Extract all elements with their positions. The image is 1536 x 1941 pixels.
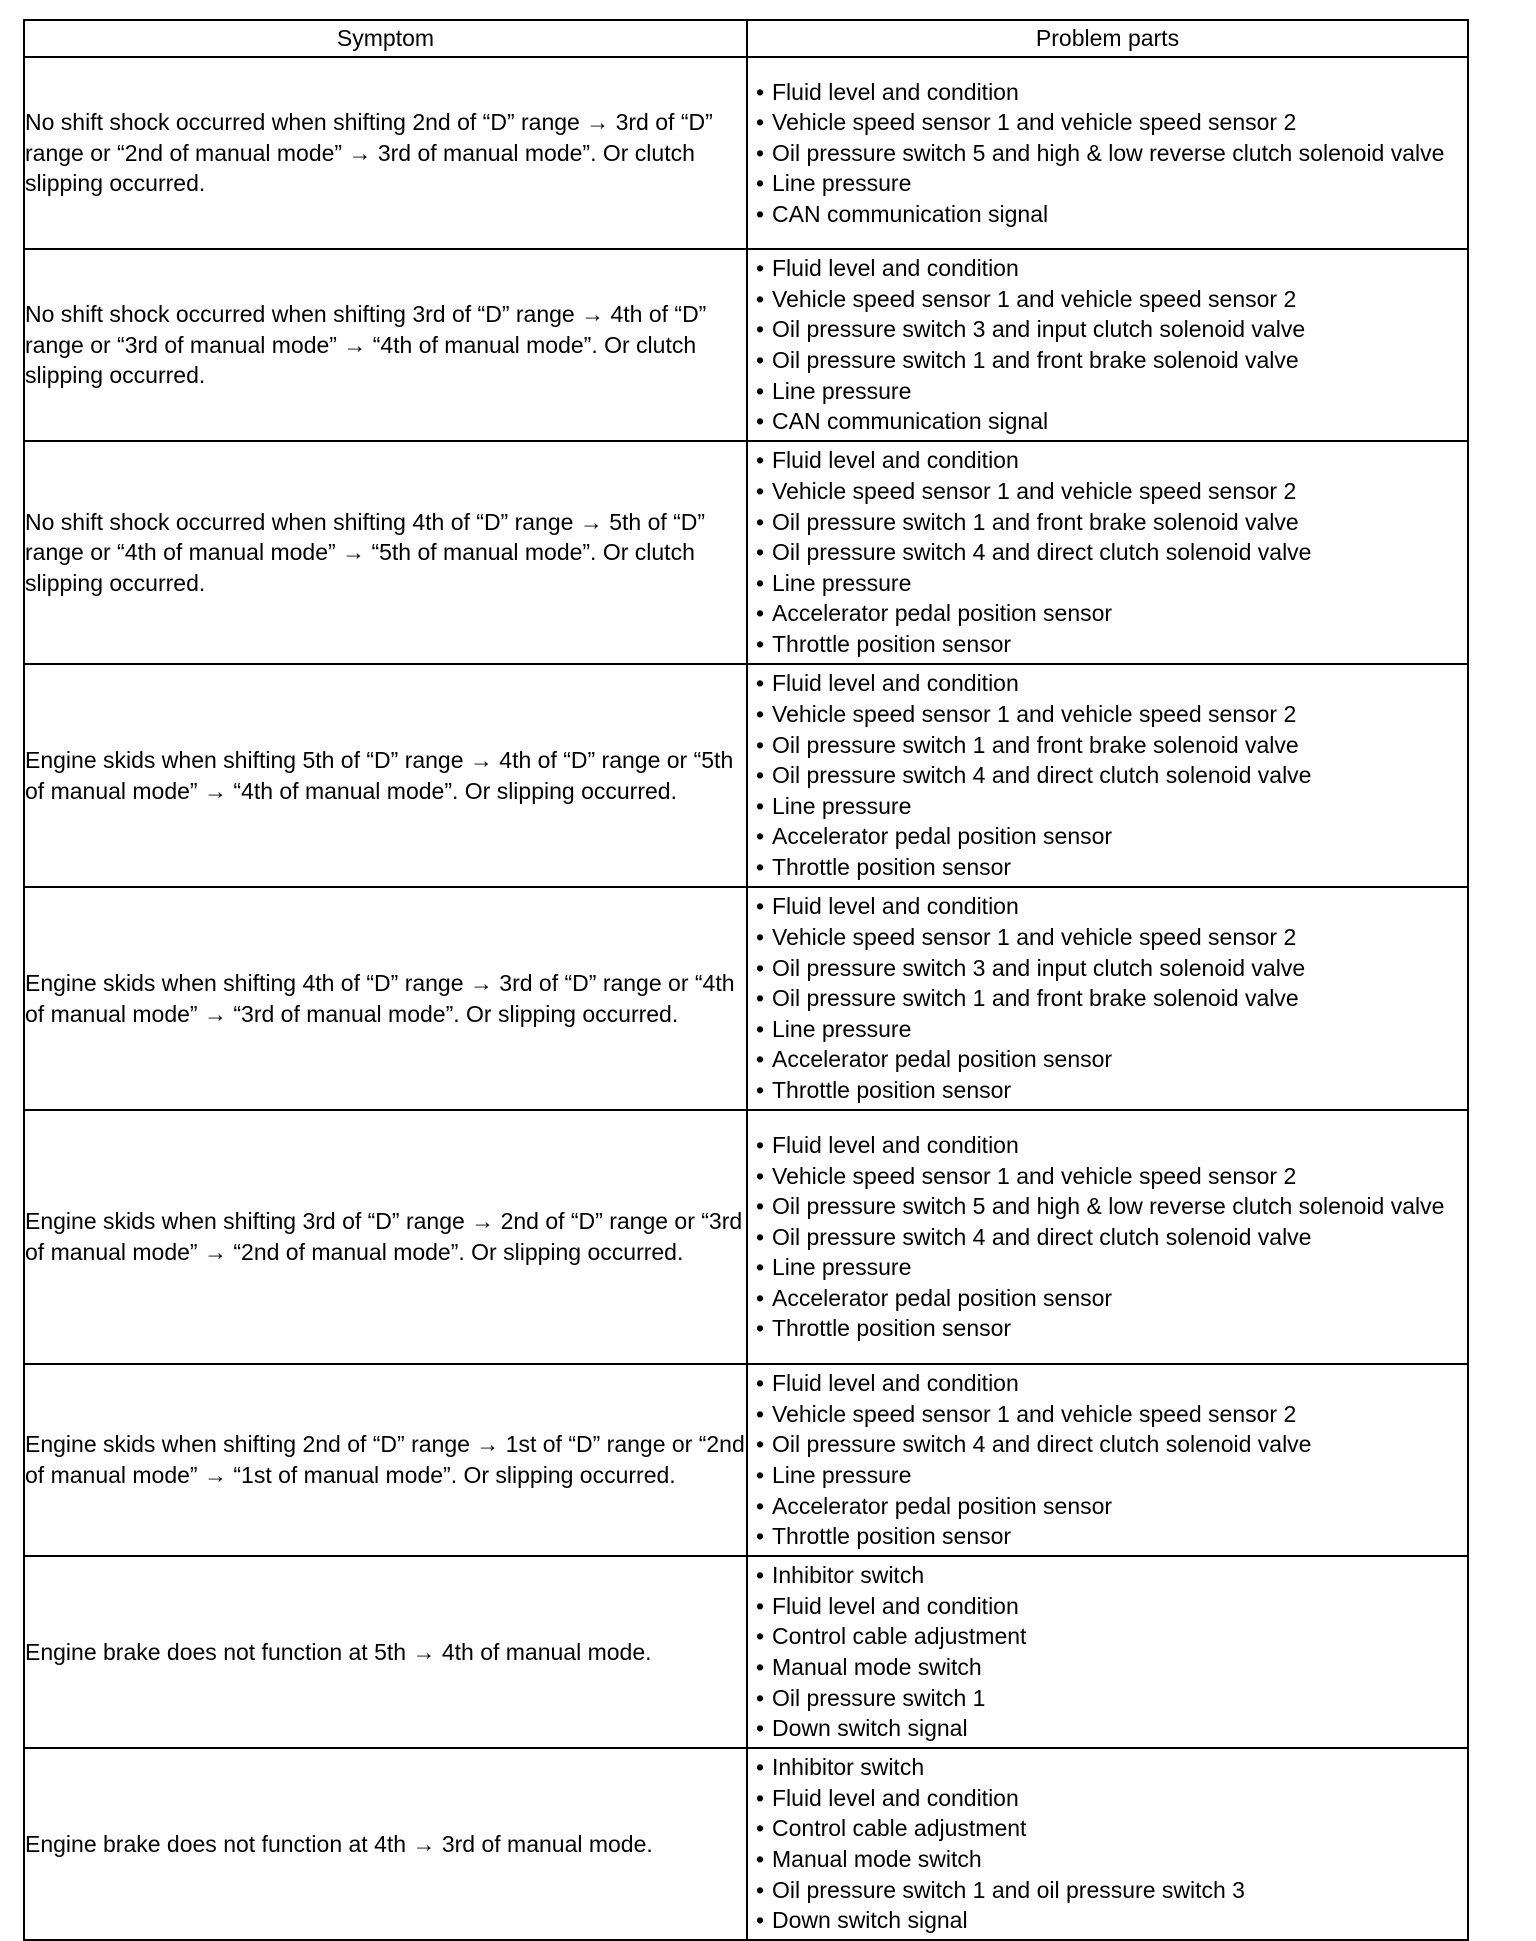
bullet-icon: •: [755, 1162, 765, 1189]
problem-part-item: [748, 445, 1467, 476]
problem-part-item: [748, 1075, 1467, 1106]
problem-part-label: Oil pressure switch 1 and front brake solenoid valve: [772, 985, 1299, 1012]
bullet-icon: •: [755, 1592, 765, 1619]
problem-part-label: Vehicle speed sensor 1 and vehicle speed sensor 2: [772, 924, 1297, 951]
problem-part-item: [748, 1044, 1467, 1075]
bullet-icon: •: [755, 1523, 765, 1550]
bullet-icon: •: [755, 1623, 765, 1650]
table-row: [24, 1110, 1468, 1364]
bullet-icon: •: [755, 1562, 765, 1589]
problem-part-item: [748, 1683, 1467, 1714]
symptom-cell: No shift shock occurred when shifting 3rd of “D” range → 4th of “D” range or “3rd of manual mode” → “4th of manual mode”. Or clutch slipping occurred.: [24, 249, 747, 441]
problem-parts-cell: [747, 1556, 1468, 1748]
problem-parts-cell: [747, 1110, 1468, 1364]
problem-part-label: Oil pressure switch 5 and high & low reverse clutch solenoid valve: [772, 139, 1445, 166]
problem-part-item: [748, 1399, 1467, 1430]
problem-part-label: Throttle position sensor: [772, 1076, 1012, 1103]
problem-part-item: [748, 507, 1467, 538]
problem-part-item: [748, 891, 1467, 922]
problem-part-label: Fluid level and condition: [772, 893, 1019, 920]
bullet-icon: •: [755, 1431, 765, 1458]
table-row: [24, 1364, 1468, 1556]
bullet-icon: •: [755, 1370, 765, 1397]
symptom-cell: Engine skids when shifting 4th of “D” range → 3rd of “D” range or “4th of manual mode” → “3rd of manual mode”. Or slipping occurred.: [24, 887, 747, 1110]
problem-part-item: [748, 537, 1467, 568]
problem-part-item: [748, 1560, 1467, 1591]
bullet-icon: •: [755, 1754, 765, 1781]
problem-parts-list: [748, 253, 1467, 437]
problem-part-item: [748, 1368, 1467, 1399]
bullet-icon: •: [755, 954, 765, 981]
problem-part-item: [748, 1752, 1467, 1783]
bullet-icon: •: [755, 1654, 765, 1680]
problem-part-item: [748, 699, 1467, 730]
problem-part-label: Fluid level and condition: [772, 255, 1019, 282]
problem-part-item: [748, 760, 1467, 791]
problem-part-label: CAN communication signal: [772, 200, 1049, 227]
problem-part-label: Oil pressure switch 1: [772, 1684, 986, 1711]
bullet-icon: •: [755, 170, 765, 197]
problem-part-label: Fluid level and condition: [772, 670, 1019, 697]
header-row: [24, 20, 1468, 57]
problem-part-label: CAN communication signal: [772, 408, 1049, 435]
bullet-icon: •: [755, 508, 765, 535]
problem-part-label: Vehicle speed sensor 1 and vehicle speed sensor 2: [772, 109, 1297, 136]
problem-part-label: Throttle position sensor: [772, 853, 1012, 880]
bullet-icon: •: [755, 569, 765, 596]
symptom-cell: Engine skids when shifting 3rd of “D” range → 2nd of “D” range or “3rd of manual mode” → “2nd of manual mode”. Or slipping occurred.: [24, 1110, 747, 1364]
problem-part-label: Line pressure: [772, 1462, 912, 1488]
problem-part-label: Oil pressure switch 4 and direct clutch solenoid valve: [772, 539, 1312, 566]
problem-part-item: [748, 476, 1467, 507]
problem-part-label: Oil pressure switch 4 and direct clutch solenoid valve: [772, 1431, 1312, 1458]
problem-part-item: [748, 138, 1467, 169]
problem-part-item: [748, 1813, 1467, 1844]
problem-part-item: [748, 314, 1467, 345]
problem-part-label: Accelerator pedal position sensor: [772, 1284, 1113, 1311]
problem-part-label: Vehicle speed sensor 1 and vehicle speed sensor 2: [772, 701, 1297, 728]
bullet-icon: •: [755, 1131, 765, 1158]
problem-parts-list: [748, 1560, 1467, 1744]
problem-part-item: [748, 1191, 1467, 1222]
bullet-icon: •: [755, 1907, 765, 1934]
problem-part-label: Oil pressure switch 3 and input clutch solenoid valve: [772, 316, 1306, 343]
problem-part-item: [748, 1252, 1467, 1283]
bullet-icon: •: [755, 1284, 765, 1311]
bullet-icon: •: [755, 1400, 765, 1427]
problem-parts-list: [748, 445, 1467, 659]
bullet-icon: •: [755, 447, 765, 474]
problem-part-label: Line pressure: [772, 792, 912, 819]
problem-parts-list: [748, 1368, 1467, 1552]
problem-part-item: [748, 983, 1467, 1014]
problem-part-label: Oil pressure switch 3 and input clutch solenoid valve: [772, 954, 1306, 981]
problem-part-item: [748, 107, 1467, 138]
problem-part-label: Accelerator pedal position sensor: [772, 1046, 1113, 1073]
problem-parts-list: [748, 77, 1467, 230]
bullet-icon: •: [755, 1223, 765, 1250]
bullet-icon: •: [755, 853, 765, 880]
problem-part-item: [748, 1713, 1467, 1744]
problem-part-label: Oil pressure switch 1 and front brake solenoid valve: [772, 347, 1299, 373]
problem-part-item: [748, 568, 1467, 599]
bullet-icon: •: [755, 285, 765, 312]
problem-part-label: Fluid level and condition: [772, 447, 1019, 474]
problem-part-item: [748, 852, 1467, 883]
problem-part-label: Fluid level and condition: [772, 1131, 1019, 1158]
problem-part-label: Accelerator pedal position sensor: [772, 1492, 1113, 1519]
problem-part-item: [748, 1222, 1467, 1253]
bullet-icon: •: [755, 347, 765, 373]
problem-part-label: Oil pressure switch 4 and direct clutch solenoid valve: [772, 762, 1312, 789]
problem-part-item: [748, 1591, 1467, 1622]
symptom-cell: Engine brake does not function at 5th → 4th of manual mode.: [24, 1556, 747, 1748]
problem-part-label: Fluid level and condition: [772, 1592, 1019, 1619]
problem-part-label: Oil pressure switch 1 and front brake solenoid valve: [772, 508, 1299, 535]
table-row: [24, 249, 1468, 441]
bullet-icon: •: [755, 701, 765, 728]
problem-part-item: [748, 1905, 1467, 1936]
bullet-icon: •: [755, 985, 765, 1012]
problem-part-label: Vehicle speed sensor 1 and vehicle speed sensor 2: [772, 478, 1297, 505]
problem-part-label: Throttle position sensor: [772, 1315, 1012, 1342]
problem-part-item: [748, 345, 1467, 376]
bullet-icon: •: [755, 1715, 765, 1742]
problem-part-item: [748, 376, 1467, 407]
bullet-icon: •: [755, 731, 765, 758]
bullet-icon: •: [755, 78, 765, 105]
problem-part-label: Accelerator pedal position sensor: [772, 600, 1113, 627]
problem-part-label: Line pressure: [772, 377, 912, 404]
problem-part-item: [748, 406, 1467, 437]
bullet-icon: •: [755, 1684, 765, 1711]
problem-part-label: Fluid level and condition: [772, 78, 1019, 105]
problem-part-label: Manual mode switch: [772, 1654, 982, 1680]
bullet-icon: •: [755, 924, 765, 951]
bullet-icon: •: [755, 139, 765, 166]
problem-parts-cell: [747, 57, 1468, 249]
bullet-icon: •: [755, 478, 765, 505]
problem-parts-list: [748, 1130, 1467, 1344]
problem-part-item: [748, 922, 1467, 953]
problem-part-item: [748, 1491, 1467, 1522]
problem-part-label: Vehicle speed sensor 1 and vehicle speed sensor 2: [772, 1400, 1297, 1427]
bullet-icon: •: [755, 1315, 765, 1342]
bullet-icon: •: [755, 792, 765, 819]
bullet-icon: •: [755, 1784, 765, 1811]
problem-part-item: [748, 1283, 1467, 1314]
bullet-icon: •: [755, 1815, 765, 1842]
problem-part-label: Accelerator pedal position sensor: [772, 823, 1113, 850]
symptom-cell: Engine skids when shifting 2nd of “D” range → 1st of “D” range or “2nd of manual mode” → “1st of manual mode”. Or slipping occurred.: [24, 1364, 747, 1556]
problem-part-label: Throttle position sensor: [772, 1523, 1012, 1550]
bullet-icon: •: [755, 600, 765, 627]
problem-part-label: Throttle position sensor: [772, 630, 1012, 657]
problem-part-label: Line pressure: [772, 1015, 912, 1042]
problem-part-item: [748, 953, 1467, 984]
problem-part-label: Oil pressure switch 1 and front brake solenoid valve: [772, 731, 1299, 758]
bullet-icon: •: [755, 762, 765, 789]
problem-part-item: [748, 629, 1467, 660]
bullet-icon: •: [755, 255, 765, 282]
problem-parts-cell: [747, 887, 1468, 1110]
problem-parts-cell: [747, 249, 1468, 441]
problem-part-item: [748, 1844, 1467, 1875]
bullet-icon: •: [755, 1846, 765, 1872]
problem-part-label: Line pressure: [772, 569, 912, 596]
problem-part-label: Oil pressure switch 4 and direct clutch solenoid valve: [772, 1223, 1312, 1250]
bullet-icon: •: [755, 1462, 765, 1488]
bullet-icon: •: [755, 1015, 765, 1042]
problem-part-item: [748, 1783, 1467, 1814]
problem-part-label: Vehicle speed sensor 1 and vehicle speed sensor 2: [772, 1162, 1297, 1189]
problem-part-item: [748, 1130, 1467, 1161]
bullet-icon: •: [755, 1076, 765, 1103]
symptom-header: Symptom: [24, 20, 747, 57]
problem-part-label: Control cable adjustment: [772, 1623, 1027, 1650]
problem-parts-cell: [747, 441, 1468, 664]
bullet-icon: •: [755, 1046, 765, 1073]
problem-part-item: [748, 598, 1467, 629]
bullet-icon: •: [755, 109, 765, 136]
problem-part-item: [748, 168, 1467, 199]
problem-part-item: [748, 1875, 1467, 1906]
problem-parts-header: Problem parts: [747, 20, 1468, 57]
bullet-icon: •: [755, 1193, 765, 1220]
problem-parts-cell: [747, 1364, 1468, 1556]
bullet-icon: •: [755, 377, 765, 404]
table-row: [24, 57, 1468, 249]
problem-part-item: [748, 253, 1467, 284]
table-row: [24, 441, 1468, 664]
bullet-icon: •: [755, 200, 765, 227]
problem-part-item: [748, 199, 1467, 230]
problem-part-label: Vehicle speed sensor 1 and vehicle speed sensor 2: [772, 285, 1297, 312]
table-row: [24, 1556, 1468, 1748]
symptom-cell: No shift shock occurred when shifting 4th of “D” range → 5th of “D” range or “4th of manual mode” → “5th of manual mode”. Or clutch slipping occurred.: [24, 441, 747, 664]
symptom-cell: Engine brake does not function at 4th → 3rd of manual mode.: [24, 1748, 747, 1940]
problem-part-label: Line pressure: [772, 170, 912, 197]
problem-part-item: [748, 821, 1467, 852]
table-body: [24, 57, 1468, 1940]
table-row: [24, 887, 1468, 1110]
problem-part-item: [748, 1429, 1467, 1460]
problem-part-label: Fluid level and condition: [772, 1784, 1019, 1811]
problem-part-item: [748, 284, 1467, 315]
symptom-table: [23, 19, 1469, 1941]
problem-part-label: Inhibitor switch: [772, 1754, 925, 1781]
problem-parts-list: [748, 891, 1467, 1105]
problem-part-label: Oil pressure switch 5 and high & low reverse clutch solenoid valve: [772, 1193, 1445, 1220]
problem-part-label: Inhibitor switch: [772, 1562, 925, 1589]
bullet-icon: •: [755, 1492, 765, 1519]
bullet-icon: •: [755, 670, 765, 697]
problem-part-label: Control cable adjustment: [772, 1815, 1027, 1842]
problem-part-label: Fluid level and condition: [772, 1370, 1019, 1397]
symptom-cell: Engine skids when shifting 5th of “D” range → 4th of “D” range or “5th of manual mode” → “4th of manual mode”. Or slipping occurred.: [24, 664, 747, 887]
symptom-cell: No shift shock occurred when shifting 2nd of “D” range → 3rd of “D” range or “2nd of manual mode” → 3rd of manual mode”. Or clutch slipping occurred.: [24, 57, 747, 249]
problem-parts-list: [748, 668, 1467, 882]
problem-part-label: Line pressure: [772, 1254, 912, 1281]
bullet-icon: •: [755, 893, 765, 920]
bullet-icon: •: [755, 408, 765, 435]
problem-part-item: [748, 730, 1467, 761]
bullet-icon: •: [755, 1876, 765, 1903]
problem-part-item: [748, 1161, 1467, 1192]
problem-part-item: [748, 668, 1467, 699]
bullet-icon: •: [755, 630, 765, 657]
problem-part-label: Oil pressure switch 1 and oil pressure switch 3: [772, 1876, 1245, 1903]
problem-parts-cell: [747, 664, 1468, 887]
problem-part-item: [748, 1460, 1467, 1491]
bullet-icon: •: [755, 539, 765, 566]
problem-part-item: [748, 77, 1467, 108]
table-row: [24, 664, 1468, 887]
bullet-icon: •: [755, 823, 765, 850]
problem-parts-list: [748, 1752, 1467, 1936]
problem-part-item: [748, 1014, 1467, 1045]
problem-part-item: [748, 1652, 1467, 1683]
problem-part-label: Manual mode switch: [772, 1846, 982, 1872]
table-row: [24, 1748, 1468, 1940]
problem-part-item: [748, 1521, 1467, 1552]
problem-part-item: [748, 1313, 1467, 1344]
problem-part-item: [748, 1621, 1467, 1652]
problem-parts-cell: [747, 1748, 1468, 1940]
problem-part-label: Down switch signal: [772, 1715, 968, 1742]
bullet-icon: •: [755, 316, 765, 343]
problem-part-item: [748, 791, 1467, 822]
bullet-icon: •: [755, 1254, 765, 1281]
problem-part-label: Down switch signal: [772, 1907, 968, 1934]
